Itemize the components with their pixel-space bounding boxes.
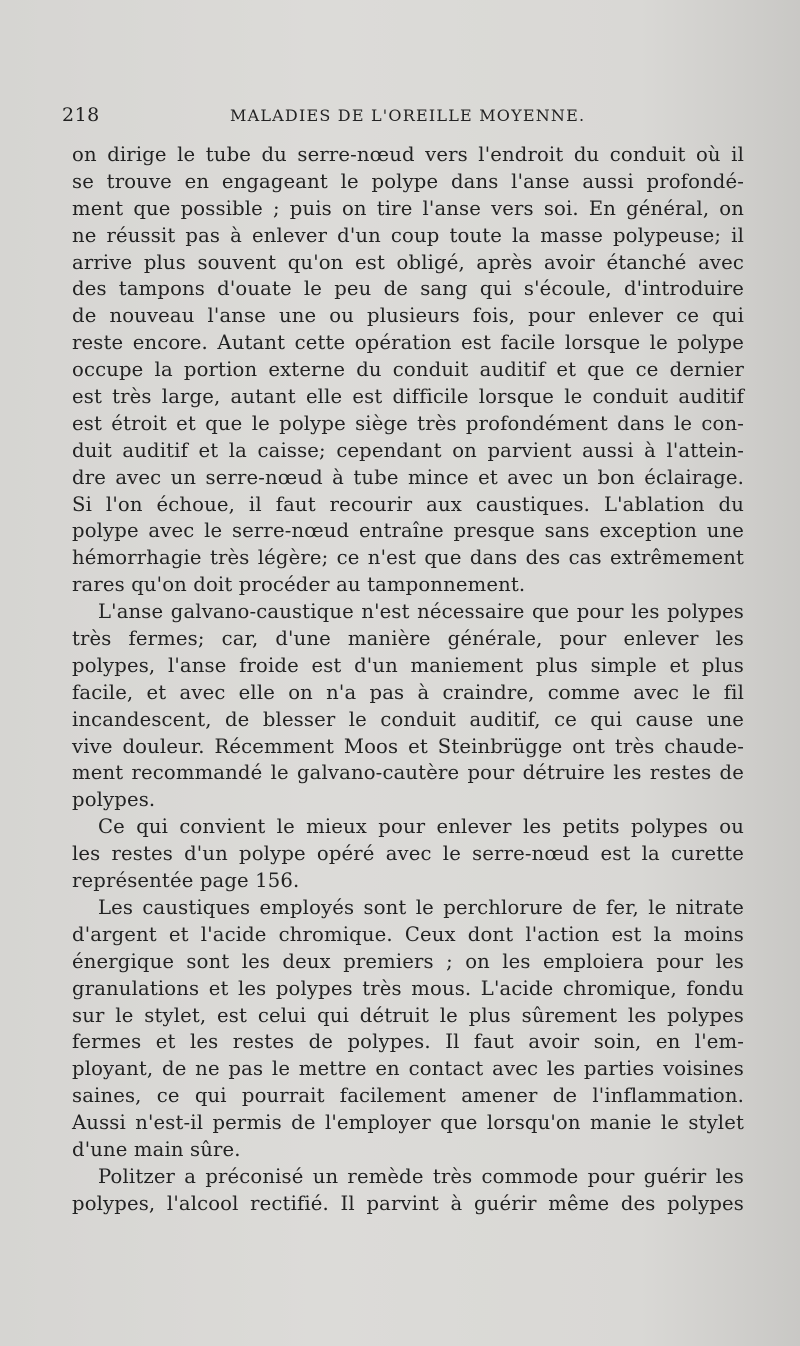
text-line: saines, ce qui pourrait facilement amener de l'inflammation.: [72, 1084, 744, 1108]
text-line: énergique sont les deux premiers ; on les emploiera pour les: [72, 949, 744, 973]
text-line: hémorrhagie très légère; ce n'est que dans des cas extrêmement: [72, 546, 744, 570]
text-line: L'anse galvano-caustique n'est nécessaire que pour les polypes: [98, 600, 744, 624]
text-line: les restes d'un polype opéré avec le serre-nœud est la curette: [72, 842, 744, 866]
text-line: polype avec le serre-nœud entraîne presque sans exception une: [72, 519, 744, 543]
text-line: incandescent, de blesser le conduit auditif, ce qui cause une: [72, 707, 744, 731]
text-line: Les caustiques employés sont le perchlorure de fer, le nitrate: [98, 895, 744, 919]
running-head: MALADIES DE L'OREILLE MOYENNE.: [230, 106, 586, 125]
text-line: ne réussit pas à enlever d'un coup toute la masse polypeuse; il: [72, 223, 744, 247]
text-line: polypes.: [72, 788, 156, 812]
body-text: [72, 142, 744, 1218]
page-number: 218: [62, 104, 100, 126]
text-line: des tampons d'ouate le peu de sang qui s'écoule, d'introduire: [72, 277, 744, 301]
text-line: est très large, autant elle est difficile lorsque le conduit auditif: [72, 385, 744, 409]
text-line: occupe la portion externe du conduit auditif et que ce dernier: [72, 358, 744, 382]
text-line: polypes, l'anse froide est d'un maniement plus simple et plus: [72, 653, 744, 677]
text-line: arrive plus souvent qu'on est obligé, après avoir étanché avec: [72, 250, 744, 274]
text-line: ployant, de ne pas le mettre en contact avec les parties voisines: [72, 1057, 744, 1081]
text-line: ment que possible ; puis on tire l'anse vers soi. En général, on: [72, 196, 744, 220]
page-header: [62, 104, 682, 130]
text-line: polypes, l'alcool rectifié. Il parvint à guérir même des polypes: [72, 1191, 744, 1215]
text-line: on dirige le tube du serre-nœud vers l'endroit du conduit où il: [72, 143, 744, 166]
text-line: de nouveau l'anse une ou plusieurs fois, pour enlever ce qui: [72, 304, 744, 328]
text-line: granulations et les polypes très mous. L'acide chromique, fondu: [72, 976, 744, 1000]
text-line: d'une main sûre.: [72, 1137, 241, 1161]
text-line: Politzer a préconisé un remède très commode pour guérir les: [98, 1164, 744, 1188]
text-line: rares qu'on doit procéder au tamponnement.: [72, 573, 526, 597]
text-line: reste encore. Autant cette opération est facile lorsque le polype: [72, 331, 744, 355]
text-line: fermes et les restes de polypes. Il faut avoir soin, en l'em-: [72, 1030, 744, 1054]
text-line: Aussi n'est-il permis de l'employer que lorsqu'on manie le stylet: [72, 1111, 744, 1135]
text-line: très fermes; car, d'une manière générale, pour enlever les: [72, 627, 744, 651]
text-line: dre avec un serre-nœud à tube mince et avec un bon éclairage.: [72, 465, 744, 489]
text-line: se trouve en engageant le polype dans l'anse aussi profondé-: [72, 169, 744, 193]
text-line: duit auditif et la caisse; cependant on parvient aussi à l'attein-: [72, 438, 744, 462]
text-line: représentée page 156.: [72, 869, 300, 893]
text-line: d'argent et l'acide chromique. Ceux dont l'action est la moins: [72, 922, 744, 946]
text-line: ment recommandé le galvano-cautère pour détruire les restes de: [72, 761, 744, 785]
text-line: facile, et avec elle on n'a pas à craindre, comme avec le fil: [72, 680, 744, 704]
text-line: Si l'on échoue, il faut recourir aux caustiques. L'ablation du: [72, 492, 744, 516]
text-line: vive douleur. Récemment Moos et Steinbrügge ont très chaude-: [72, 734, 744, 758]
text-line: sur le stylet, est celui qui détruit le plus sûrement les polypes: [72, 1003, 744, 1027]
text-line: Ce qui convient le mieux pour enlever les petits polypes ou: [98, 815, 744, 839]
text-line: est étroit et que le polype siège très profondément dans le con-: [72, 411, 744, 435]
